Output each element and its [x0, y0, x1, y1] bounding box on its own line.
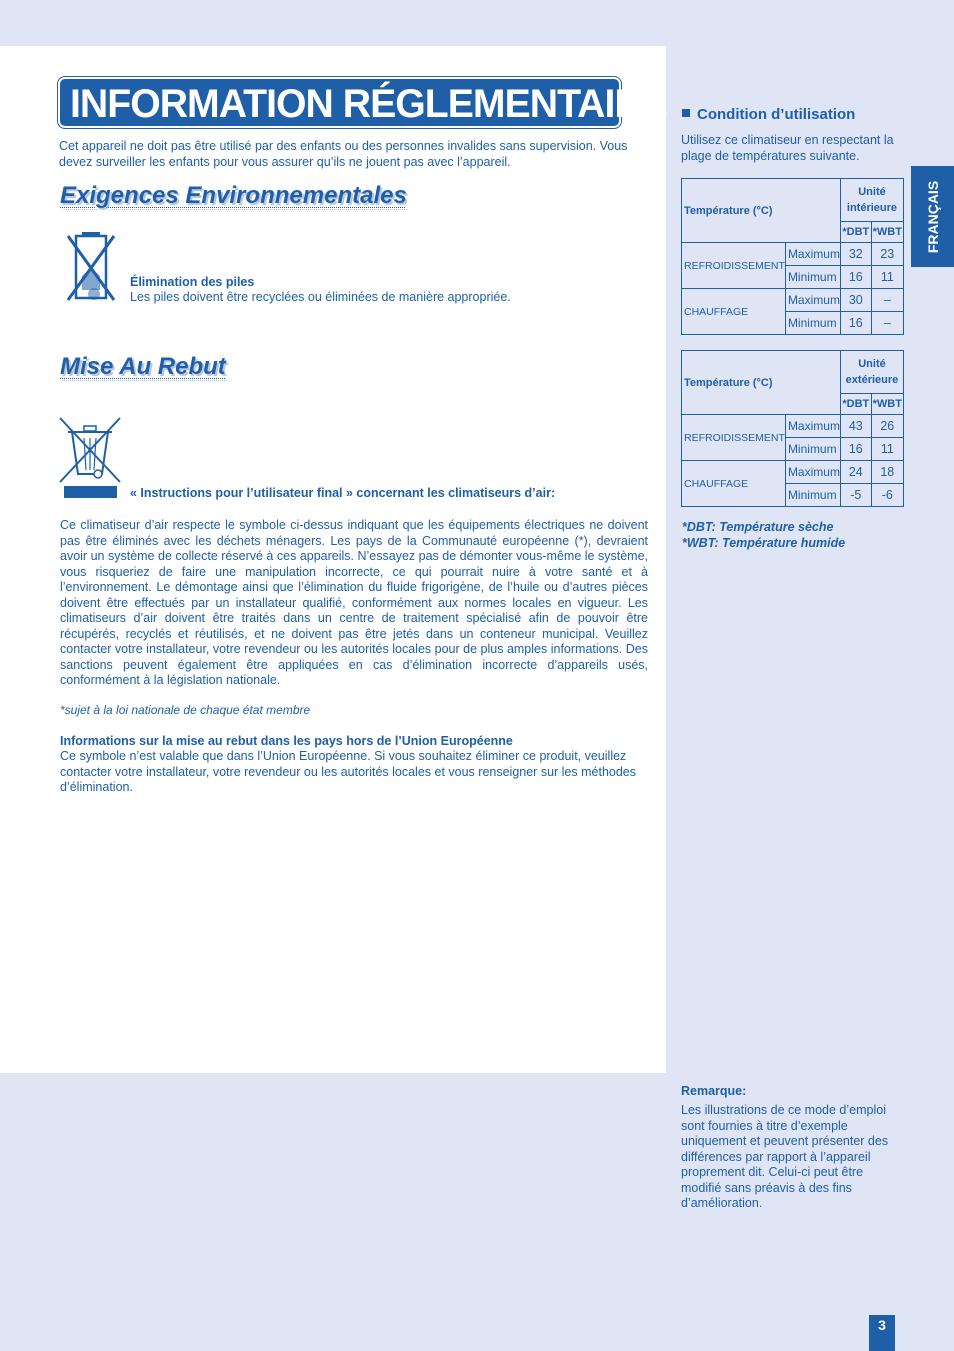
limit-cell: Minimum	[785, 438, 840, 461]
outdoor-temperature-table	[681, 350, 904, 507]
page-title: INFORMATION RÉGLEMENTAIRE	[70, 82, 667, 126]
col-dbt: *DBT	[840, 222, 871, 243]
mode-cell: REFROIDISSEMENT	[682, 243, 786, 289]
mode-cell: REFROIDISSEMENT	[682, 415, 786, 461]
table-header: Température (°C)	[682, 179, 841, 243]
value-cell: –	[871, 289, 903, 312]
col-wbt: *WBT	[871, 222, 903, 243]
battery-disposal-icon	[64, 232, 118, 304]
unit-header	[840, 179, 903, 222]
value-cell: 18	[871, 461, 903, 484]
remark-text: Les illustrations de ce mode d’emploi sont fournies à titre d’exemple uniquement et peuvent présenter des différences par rapport à l’appareil proprement dit. Celui-ci peut être modifié sans préavis à des fins d’amélioration.	[681, 1103, 889, 1210]
value-cell: -5	[840, 484, 871, 507]
value-cell: 30	[840, 289, 871, 312]
indoor-temperature-table	[681, 178, 904, 335]
limit-cell: Maximum	[785, 415, 840, 438]
disposal-heading: Mise Au Rebut	[60, 353, 226, 380]
unit-line2: intérieure	[846, 202, 898, 214]
conditions-text: Utilisez ce climatiseur en respectant la plage de températures suivante.	[681, 133, 894, 163]
unit-line1: Unité	[858, 186, 886, 198]
outside-eu-title: Informations sur la mise au rebut dans les pays hors de l’Union Européenne	[60, 734, 513, 748]
table-header: Température (°C)	[682, 351, 841, 415]
value-cell: 11	[871, 438, 903, 461]
unit-header	[840, 351, 903, 394]
value-cell: -6	[871, 484, 903, 507]
remark-label: Remarque:	[681, 1084, 747, 1098]
end-user-instructions-title: « Instructions pour l’utilisateur final » concernant les climatiseurs d’air:	[130, 486, 556, 500]
mode-cell: CHAUFFAGE	[682, 289, 786, 335]
value-cell: 16	[840, 312, 871, 335]
note-dbt: *DBT: Température sèche	[682, 520, 834, 534]
value-cell: 23	[871, 243, 903, 266]
col-dbt: *DBT	[840, 394, 871, 415]
page-number: 3	[869, 1315, 895, 1351]
language-tab	[911, 166, 954, 267]
environment-heading: Exigences Environnementales	[60, 182, 407, 209]
value-cell: 16	[840, 438, 871, 461]
limit-cell: Maximum	[785, 289, 840, 312]
disposal-body: Ce climatiseur d’air respecte le symbole ci-dessus indiquant que les équipements électriques ne doivent pas être éliminés avec les déchets ménagers. Les pays de la Communauté européenne (*), devraient avoir un système de collecte réservé à ces appareils. N’essayez pas de démonter vous-même le système, vous risqueriez de faire une manipulation incorrecte, ce qui pourrait nuire à votre santé et à l’environnement. Le démontage ainsi que l’élimination du fluide frigorigène, de l’huile ou d’autres pièces doivent être effectués par un installateur qualifié, conformément aux normes locales en vigueur. Les climatiseurs d’air doivent être traités dans un centre de traitement spécialisé afin de pouvoir être récupérés, recyclés et réutilisés, et ne doivent pas être jetés dans un conteneur municipal. Veuillez contacter votre installateur, votre revendeur ou les autorités locales pour de plus amples informations. Des sanctions peuvent également être appliquées en cas d’élimination incorrecte d’appareils usés, conformément à la législation nationale.	[60, 518, 648, 687]
note-wbt: *WBT: Température humide	[682, 535, 846, 550]
limit-cell: Minimum	[785, 484, 840, 507]
limit-cell: Maximum	[785, 243, 840, 266]
square-bullet-icon	[682, 109, 690, 117]
value-cell: 32	[840, 243, 871, 266]
value-cell: 26	[871, 415, 903, 438]
value-cell: 43	[840, 415, 871, 438]
limit-cell: Maximum	[785, 461, 840, 484]
mode-cell: CHAUFFAGE	[682, 461, 786, 507]
value-cell: 16	[840, 266, 871, 289]
limit-cell: Minimum	[785, 312, 840, 335]
unit-line1: Unité	[858, 358, 886, 370]
battery-text: Les piles doivent être recyclées ou éliminées de manière appropriée.	[130, 290, 511, 304]
weee-bin-icon	[58, 416, 124, 500]
value-cell: 11	[871, 266, 903, 289]
battery-title: Élimination des piles	[130, 275, 255, 289]
language-label: FRANÇAIS	[924, 180, 941, 253]
title-banner	[58, 77, 667, 128]
outside-eu-text: Ce symbole n’est valable que dans l’Union Européenne. Si vous souhaitez éliminer ce produit, veuillez contacter votre installateur, votre revendeur ou les autorités locales et vous renseigner sur les méthodes d’élimination.	[60, 749, 637, 794]
value-cell: –	[871, 312, 903, 335]
unit-line2: extérieure	[845, 374, 899, 386]
disposal-footnote: *sujet à la loi nationale de chaque état membre	[60, 703, 311, 717]
value-cell: 24	[840, 461, 871, 484]
col-wbt: *WBT	[871, 394, 903, 415]
conditions-heading	[682, 106, 855, 123]
conditions-heading-label: Condition d’utilisation	[697, 106, 856, 123]
intro-paragraph: Cet appareil ne doit pas être utilisé par des enfants ou des personnes invalides sans supervision. Vous devez surveiller les enfants pour vous assurer qu’ils ne jouent pas avec l’appareil.	[59, 139, 628, 169]
temperature-notes	[682, 520, 845, 551]
limit-cell: Minimum	[785, 266, 840, 289]
